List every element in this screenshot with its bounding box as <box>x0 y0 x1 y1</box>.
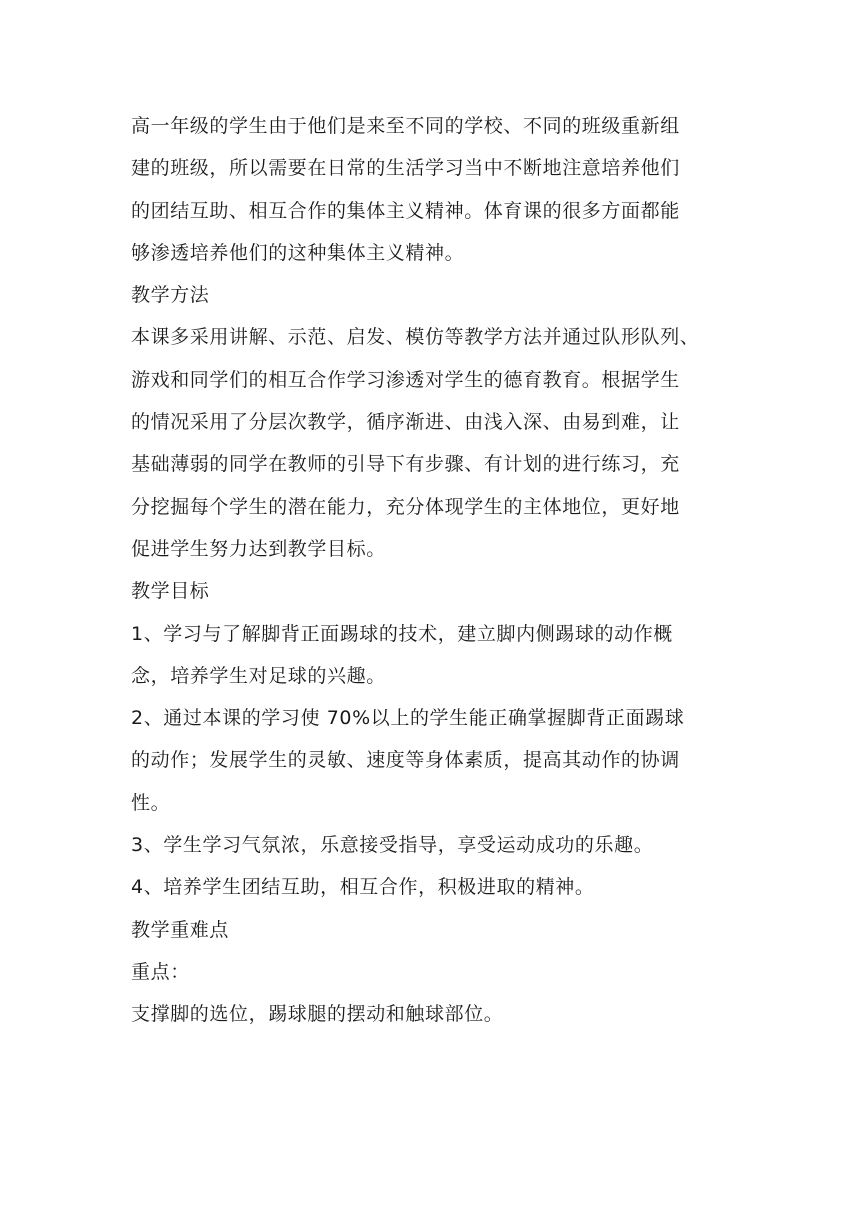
text-line: 教学目标 <box>131 580 210 603</box>
text-line: 本课多采用讲解、示范、启发、模仿等教学方法并通过队形队列、 <box>131 326 700 349</box>
text-line: 促进学生努力达到教学目标。 <box>131 537 386 560</box>
heading-key-difficult-points <box>131 909 731 951</box>
goal-item-4 <box>131 866 731 908</box>
text-line: 够渗透培养他们的这种集体主义精神。 <box>131 241 465 264</box>
paragraph-teaching-method <box>131 316 731 570</box>
heading-teaching-goals <box>131 570 731 612</box>
document-body <box>131 105 731 1036</box>
text-line: 念，培养学生对足球的兴趣。 <box>131 664 386 687</box>
text-line: 基础薄弱的同学在教师的引导下有步骤、有计划的进行练习，充 <box>131 453 680 476</box>
text-line: 2、通过本课的学习使 70%以上的学生能正确掌握脚背正面踢球 <box>131 707 685 730</box>
text-line: 高一年级的学生由于他们是来至不同的学校、不同的班级重新组 <box>131 115 680 137</box>
heading-teaching-method <box>131 274 731 316</box>
text-line: 的情况采用了分层次教学，循序渐进、由浅入深、由易到难，让 <box>131 411 680 434</box>
text-line: 重点： <box>131 960 190 983</box>
paragraph-intro <box>131 105 731 274</box>
text-line: 3、学生学习气氛浓，乐意接受指导，享受运动成功的乐趣。 <box>131 834 654 857</box>
text-line: 的团结互助、相互合作的集体主义精神。体育课的很多方面都能 <box>131 199 680 222</box>
paragraph-key-points <box>131 993 731 1035</box>
text-line: 性。 <box>131 791 171 814</box>
text-line: 教学方法 <box>131 284 210 307</box>
text-line: 支撑脚的选位，踢球腿的摆动和触球部位。 <box>131 1003 504 1026</box>
text-line: 游戏和同学们的相互合作学习渗透对学生的德育教育。根据学生 <box>131 368 680 391</box>
text-line: 1、学习与了解脚背正面踢球的技术，建立脚内侧踢球的动作概 <box>131 622 673 645</box>
goal-item-1 <box>131 613 731 698</box>
text-line: 4、培养学生团结互助，相互合作，积极进取的精神。 <box>131 876 595 899</box>
text-line: 的动作；发展学生的灵敏、速度等身体素质，提高其动作的协调 <box>131 749 680 772</box>
goal-item-2 <box>131 697 731 824</box>
label-key-points <box>131 951 731 993</box>
goal-item-3 <box>131 824 731 866</box>
text-line: 建的班级，所以需要在日常的生活学习当中不断地注意培养他们 <box>131 157 680 180</box>
text-line: 分挖掘每个学生的潜在能力，充分体现学生的主体地位，更好地 <box>131 495 680 518</box>
text-line: 教学重难点 <box>131 918 230 941</box>
